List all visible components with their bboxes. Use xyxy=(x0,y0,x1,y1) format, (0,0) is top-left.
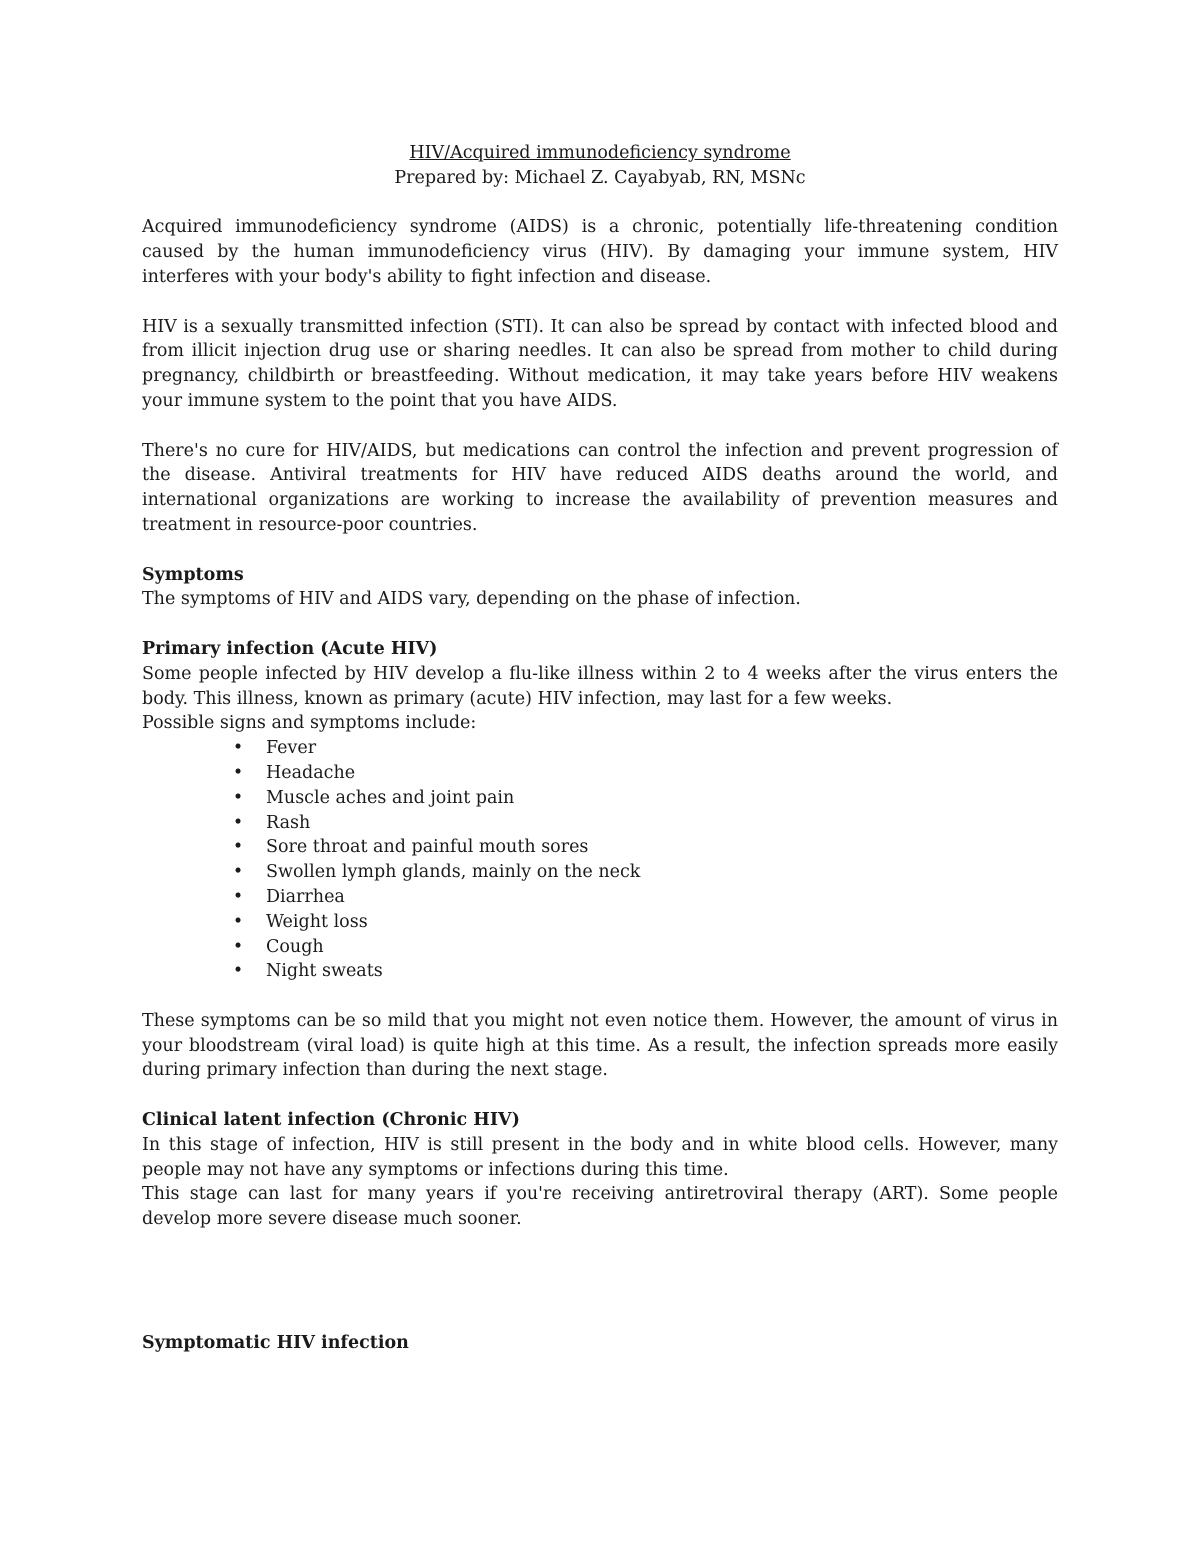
spacer xyxy=(142,414,1058,439)
bullet-icon: • xyxy=(232,961,244,982)
list-item-text: Muscle aches and joint pain xyxy=(266,787,515,808)
list-item xyxy=(228,860,1058,885)
list-item xyxy=(228,959,1058,984)
spacer xyxy=(142,1232,1058,1257)
list-item xyxy=(228,736,1058,761)
primary-infection-heading: Primary infection (Acute HIV) xyxy=(142,638,438,659)
list-item xyxy=(228,811,1058,836)
list-item-text: Night sweats xyxy=(266,961,383,982)
document-author: Prepared by: Michael Z. Cayabyab, RN, MSNc xyxy=(394,167,806,188)
list-item-text: Weight loss xyxy=(266,911,368,932)
primary-infection-text: Some people infected by HIV develop a flu-like illness within 2 to 4 weeks after the virus enters the body. This illness, known as primary (acute) HIV infection, may last for a few weeks. xyxy=(142,663,1058,709)
primary-infection-summary: These symptoms can be so mild that you might not even notice them. However, the amount of virus in your bloodstream (viral load) is quite high at this time. As a result, the infection spreads more easily during primary infection than during the next stage. xyxy=(142,1010,1058,1081)
list-item-text: Headache xyxy=(266,762,356,783)
list-item xyxy=(228,935,1058,960)
spacer xyxy=(142,1083,1058,1108)
symptoms-heading: Symptoms xyxy=(142,564,244,585)
list-item-text: Cough xyxy=(266,936,324,957)
list-item-text: Rash xyxy=(266,812,311,833)
symptom-list xyxy=(142,736,1058,984)
latent-infection-text-1: In this stage of infection, HIV is still present in the body and in white blood cells. However, many people may not have any symptoms or infections during this time. xyxy=(142,1134,1058,1180)
title-block xyxy=(142,141,1058,191)
bullet-icon: • xyxy=(232,787,244,808)
spacer xyxy=(142,984,1058,1009)
intro-paragraph-2: HIV is a sexually transmitted infection (STI). It can also be spread by contact with infected blood and from illicit injection drug use or sharing needles. It can also be spread from mother to child during pregnancy, childbirth or breastfeeding. Without medication, it may take years before HIV weakens your immune system to the point that you have AIDS. xyxy=(142,316,1058,411)
symptoms-text: The symptoms of HIV and AIDS vary, depending on the phase of infection. xyxy=(142,589,801,610)
latent-infection-text-2: This stage can last for many years if you're receiving antiretroviral therapy (ART). Some people develop more severe disease much sooner. xyxy=(142,1184,1058,1230)
list-item-text: Diarrhea xyxy=(266,886,345,907)
bullet-icon: • xyxy=(232,936,244,957)
spacer xyxy=(142,612,1058,637)
intro-paragraph-3: There's no cure for HIV/AIDS, but medications can control the infection and prevent progression of the disease. Antiviral treatments for HIV have reduced AIDS deaths around the world, and international organizations are working to increase the availability of prevention measures and treatment in resource-poor countries. xyxy=(142,440,1058,535)
bullet-icon: • xyxy=(232,837,244,858)
document-page xyxy=(142,141,1058,1356)
list-item xyxy=(228,761,1058,786)
bullet-icon: • xyxy=(232,886,244,907)
intro-paragraph-1: Acquired immunodeficiency syndrome (AIDS) is a chronic, potentially life-threatening condition caused by the human immunodeficiency virus (HIV). By damaging your immune system, HIV interferes with your body's ability to fight infection and disease. xyxy=(142,217,1058,287)
list-item xyxy=(228,786,1058,811)
symptomatic-infection-heading: Symptomatic HIV infection xyxy=(142,1332,409,1353)
bullet-icon: • xyxy=(232,738,244,759)
bullet-icon: • xyxy=(232,862,244,883)
list-item-text: Swollen lymph glands, mainly on the neck xyxy=(266,862,641,883)
list-item xyxy=(228,885,1058,910)
spacer xyxy=(142,1257,1058,1331)
list-item-text: Sore throat and painful mouth sores xyxy=(266,837,589,858)
list-item-text: Fever xyxy=(266,738,317,759)
list-item xyxy=(228,835,1058,860)
spacer xyxy=(142,191,1058,216)
bullet-icon: • xyxy=(232,762,244,783)
spacer xyxy=(142,538,1058,563)
primary-infection-intro: Possible signs and symptoms include: xyxy=(142,713,477,734)
bullet-icon: • xyxy=(232,911,244,932)
latent-infection-heading: Clinical latent infection (Chronic HIV) xyxy=(142,1110,520,1131)
bullet-icon: • xyxy=(232,812,244,833)
list-item xyxy=(228,910,1058,935)
spacer xyxy=(142,290,1058,315)
document-title: HIV/Acquired immunodeficiency syndrome xyxy=(409,143,791,163)
